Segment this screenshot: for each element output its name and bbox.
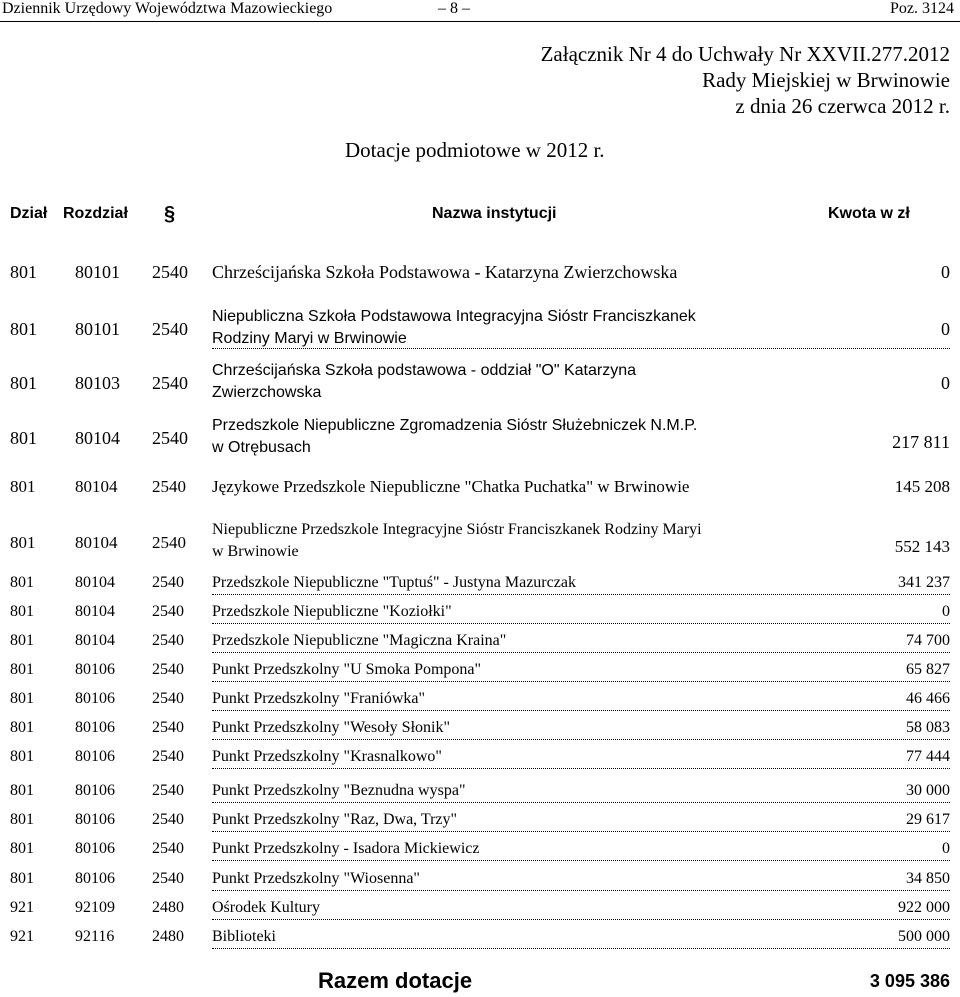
rozdzial-cell: 80106 [75,748,115,765]
paragraf-cell: 2540 [152,603,184,620]
rozdzial-cell: 80103 [75,373,120,393]
dzial-cell: 801 [10,262,37,282]
amount-cell: 500 000 [898,928,950,945]
paragraf-cell: 2540 [152,811,184,828]
paragraf-cell: 2540 [152,533,186,552]
dzial-cell: 801 [10,373,37,393]
rozdzial-cell: 80106 [75,870,115,887]
column-header-dzial: Dział [10,205,48,222]
dotted-leader [212,739,950,740]
institution-name-line: Przedszkole Niepubliczne Zgromadzenia Sióstr Służebniczek N.M.P. [212,417,698,434]
rozdzial-cell: 92109 [75,899,115,916]
dotted-leader [212,831,950,832]
institution-name-line: Punkt Przedszkolny "Wiosenna" [212,870,420,887]
institution-name-line: Biblioteki [212,928,276,945]
paragraf-cell: 2540 [152,748,184,765]
amount-cell: 30 000 [906,782,950,799]
dotted-leader [212,890,950,891]
amount-cell: 46 466 [906,690,950,707]
amount-cell: 74 700 [906,632,950,649]
amount-cell: 0 [941,373,950,393]
table-row [0,519,960,563]
institution-name-line: Niepubliczne Przedszkole Integracyjne Sióstr Franciszkanek Rodziny Maryi [212,521,702,538]
table-row [0,719,960,741]
dzial-cell: 801 [10,428,37,448]
dzial-cell: 801 [10,661,34,678]
institution-name-line: Niepubliczna Szkoła Podstawowa Integracyjna Sióstr Franciszkanek [212,308,696,325]
institution-name-line: Przedszkole Niepubliczne "Magiczna Kraina" [212,632,507,649]
institution-name-line: Punkt Przedszkolny "Beznudna wyspa" [212,782,466,799]
paragraf-cell: 2480 [152,928,184,945]
amount-cell: 0 [942,603,950,620]
paragraf-cell: 2540 [152,840,184,857]
institution-name-line: Punkt Przedszkolny "Franiówka" [212,690,426,707]
position-number: Poz. 3124 [890,0,954,17]
amount-cell: 922 000 [898,899,950,916]
table-row [0,899,960,921]
dzial-cell: 801 [10,477,36,496]
document-title: Dotacje podmiotowe w 2012 r. [345,138,605,162]
institution-name-line: Przedszkole Niepubliczne "Tuptuś" - Justyna Mazurczak [212,574,576,591]
institution-name-line: Rodziny Maryi w Brwinowie [212,330,407,347]
paragraf-cell: 2540 [152,632,184,649]
rozdzial-cell: 80101 [75,319,120,339]
paragraph-icon: § [164,203,176,225]
paragraf-cell: 2540 [152,719,184,736]
institution-name-cell [212,360,636,404]
annex-line-3: z dnia 26 czerwca 2012 r. [735,94,950,118]
amount-cell: 552 143 [894,537,950,556]
institution-name-cell [212,899,320,917]
institution-name-line: Zwierzchowska [212,384,322,401]
dzial-cell: 801 [10,840,34,857]
annex-line-1: Załącznik Nr 4 do Uchwały Nr XXVII.277.2012 [540,42,950,66]
paragraf-cell: 2540 [152,661,184,678]
rozdzial-cell: 80104 [75,632,115,649]
table-row [0,840,960,862]
institution-name-line: Przedszkole Niepubliczne "Koziołki" [212,603,452,620]
institution-name-line: Chrześcijańska Szkoła podstawowa - oddział "O" Katarzyna [212,362,636,379]
paragraf-cell: 2540 [152,373,188,393]
dzial-cell: 801 [10,632,34,649]
institution-name-cell [212,661,481,679]
amount-cell: 341 237 [898,574,950,591]
institution-name-cell [212,519,702,563]
table-row [0,811,960,833]
paragraf-cell: 2540 [152,428,188,448]
institution-name-line: Językowe Przedszkole Niepubliczne "Chatka Puchatka" w Brwinowie [212,477,690,496]
dzial-cell: 801 [10,603,34,620]
amount-cell: 0 [941,262,950,282]
paragraf-cell: 2540 [152,477,186,496]
table-row [0,360,960,404]
amount-cell: 0 [941,319,950,339]
table-row [0,782,960,804]
dotted-leader [212,710,950,711]
dzial-cell: 801 [10,748,34,765]
rozdzial-cell: 80106 [75,690,115,707]
page-header [0,0,960,22]
table-row [0,928,960,950]
dzial-cell: 801 [10,574,34,591]
institution-name-line: Punkt Przedszkolny "U Smoka Pompona" [212,661,482,678]
dzial-cell: 801 [10,533,36,552]
institution-name-cell [212,719,450,737]
paragraf-cell: 2540 [152,262,188,282]
annex-line-2: Rady Miejskiej w Brwinowie [702,68,950,92]
amount-cell: 77 444 [906,748,950,765]
institution-name-cell [212,306,696,350]
institution-name-cell [212,840,479,858]
rozdzial-cell: 80104 [75,574,115,591]
paragraf-cell: 2540 [152,782,184,799]
table-row [0,661,960,683]
column-header-amount: Kwota w zł [828,205,910,222]
institution-name-line: Punkt Przedszkolny "Krasnalkowo" [212,748,442,765]
rozdzial-cell: 80106 [75,811,115,828]
institution-name-cell [212,262,677,283]
amount-cell: 145 208 [894,477,950,496]
institution-name-cell [212,415,697,459]
dzial-cell: 801 [10,870,34,887]
table-row [0,690,960,712]
paragraf-cell: 2540 [152,574,184,591]
rozdzial-cell: 80104 [75,603,115,620]
dotted-leader [212,623,950,624]
rozdzial-cell: 80101 [75,262,120,282]
paragraf-cell: 2540 [152,319,188,339]
table-row [0,415,960,459]
amount-cell: 217 811 [892,432,950,452]
total-label: Razem dotacje [318,968,473,993]
dzial-cell: 921 [10,899,34,916]
dotted-leader [212,860,950,861]
table-row [0,748,960,770]
amount-cell: 29 617 [906,811,950,828]
institution-name-cell [212,690,425,708]
institution-name-line: Punkt Przedszkolny "Wesoły Słonik" [212,719,450,736]
institution-name-cell [212,632,506,650]
amount-cell: 0 [942,840,950,857]
annex-reference [541,41,950,119]
dotted-leader [212,348,950,349]
dzial-cell: 801 [10,782,34,799]
institution-name-line: Punkt Przedszkolny - Isadora Mickiewicz [212,840,480,857]
dotted-leader [212,948,950,949]
dotted-leader [212,681,950,682]
institution-name-cell [212,603,452,621]
table-row [0,306,960,350]
institution-name-line: Punkt Przedszkolny "Raz, Dwa, Trzy" [212,811,458,828]
amount-cell: 65 827 [906,661,950,678]
rozdzial-cell: 80106 [75,782,115,799]
dotted-leader [212,768,950,769]
table-row [0,262,960,284]
rozdzial-cell: 80104 [75,533,118,552]
rozdzial-cell: 80104 [75,428,120,448]
column-header-name: Nazwa instytucji [432,205,557,222]
institution-name-line: Ośrodek Kultury [212,899,320,916]
dotted-leader [212,802,950,803]
institution-name-cell [212,928,276,946]
dotted-leader [212,594,950,595]
institution-name-cell [212,748,442,766]
header-divider [0,21,960,22]
rozdzial-cell: 80106 [75,661,115,678]
table-row [0,870,960,892]
dzial-cell: 801 [10,811,34,828]
institution-name-cell [212,477,689,497]
institution-name-line: w Brwinowie [212,543,299,560]
paragraf-cell: 2540 [152,690,184,707]
dotted-leader [212,919,950,920]
paragraf-cell: 2480 [152,899,184,916]
amount-cell: 58 083 [906,719,950,736]
institution-name-cell [212,782,465,800]
dzial-cell: 801 [10,319,37,339]
table-row [0,603,960,625]
dzial-cell: 801 [10,719,34,736]
rozdzial-cell: 80104 [75,477,118,496]
institution-name-line: Chrześcijańska Szkoła Podstawowa - Katarzyna Zwierzchowska [212,262,678,282]
table-row [0,632,960,654]
page-number: – 8 – [438,0,470,17]
journal-title: Dziennik Urzędowy Województwa Mazowieckiego [2,0,333,17]
rozdzial-cell: 92116 [75,928,115,945]
amount-cell: 34 850 [906,870,950,887]
institution-name-cell [212,870,420,888]
institution-name-line: w Otrębusach [212,439,311,456]
column-header-rozdzial: Rozdział [63,205,128,222]
dzial-cell: 801 [10,690,34,707]
institution-name-cell [212,574,576,592]
total-value: 3 095 386 [869,971,950,991]
dzial-cell: 921 [10,928,34,945]
paragraf-cell: 2540 [152,870,184,887]
table-row [0,574,960,596]
dotted-leader [212,652,950,653]
institution-name-cell [212,811,457,829]
rozdzial-cell: 80106 [75,840,115,857]
rozdzial-cell: 80106 [75,719,115,736]
table-row [0,477,960,499]
